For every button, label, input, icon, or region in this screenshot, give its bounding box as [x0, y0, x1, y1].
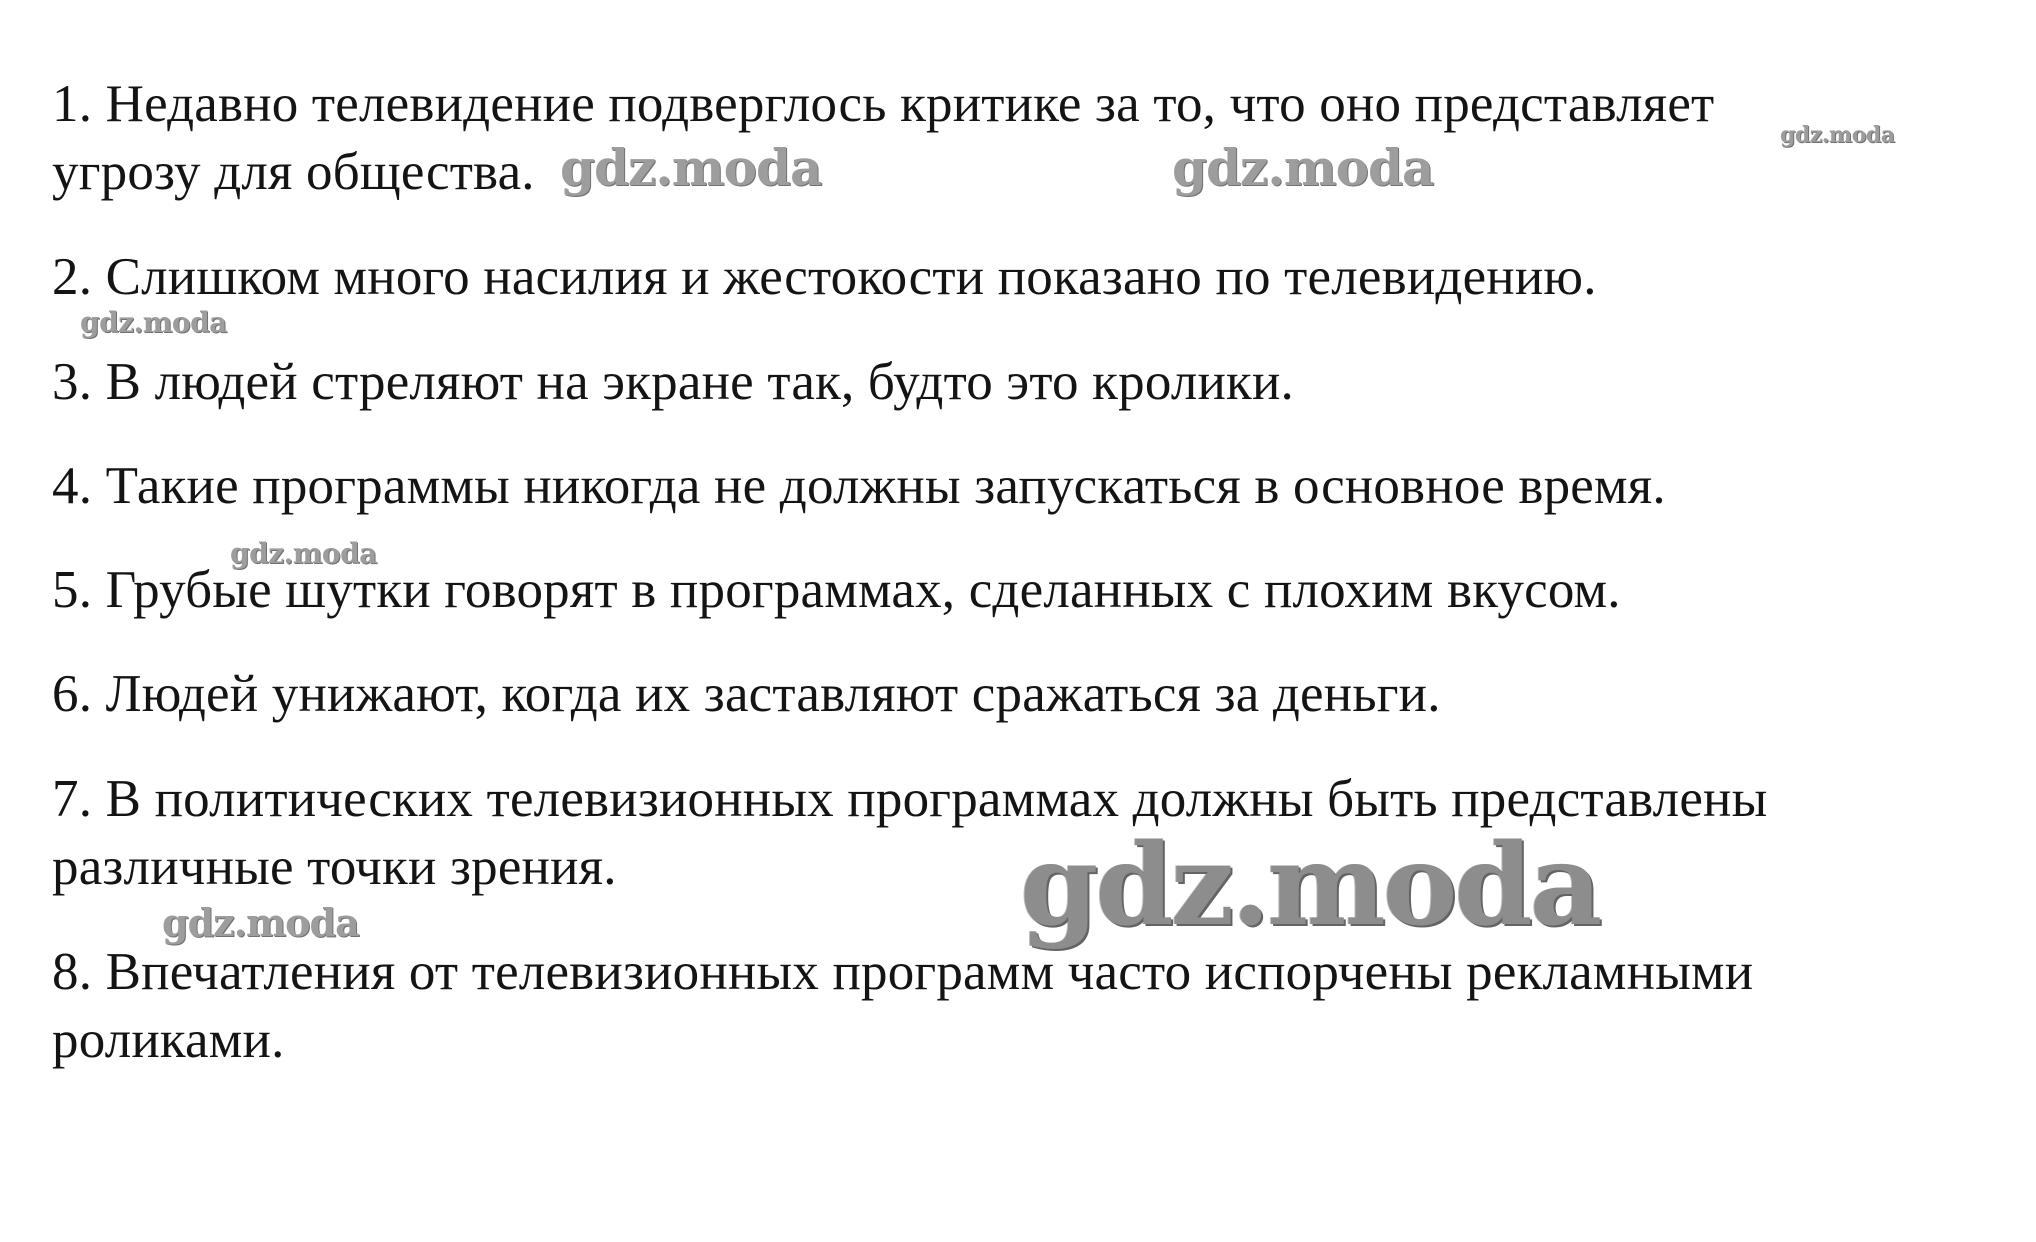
watermark: gdz.moda: [1780, 122, 1895, 148]
sentence-2-line-1: 2. Слишком много насилия и жестокости показано по телевидению.: [52, 248, 1597, 306]
sentence-5-line-1: 5. Грубые шутки говорят в программах, сделанных с плохим вкусом.: [52, 561, 1621, 619]
watermark: gdz.moda: [162, 900, 359, 945]
sentence-1-line-1: 1. Недавно телевидение подверглось критике за то, что оно представляет: [52, 75, 1715, 133]
sentence-2: [52, 243, 1992, 311]
watermark: gdz.moda: [1172, 138, 1434, 197]
watermark-large: gdz.moda: [1020, 820, 1600, 951]
sentence-6: [52, 660, 1992, 728]
sentence-1-line-2: угрозу для общества.: [52, 143, 535, 201]
sentence-1: [52, 70, 1992, 206]
sentence-6-line-1: 6. Людей унижают, когда их заставляют сражаться за деньги.: [52, 665, 1441, 723]
sentence-7-line-2: различные точки зрения.: [52, 838, 617, 896]
watermark: gdz.moda: [80, 306, 227, 339]
sentence-4-line-1: 4. Такие программы никогда не должны запускаться в основное время.: [52, 457, 1666, 515]
sentence-4: [52, 452, 1992, 520]
sentence-8-line-1: 8. Впечатления от телевизионных программ часто испорчены рекламными: [52, 943, 1754, 1001]
sentence-3: [52, 348, 1992, 416]
watermark: gdz.moda: [230, 537, 377, 570]
sentence-3-line-1: 3. В людей стреляют на экране так, будто это кролики.: [52, 353, 1294, 411]
sentence-7-line-1: 7. В политических телевизионных программах должны быть представлены: [52, 770, 1768, 828]
sentence-8: [52, 938, 1992, 1074]
sentence-8-line-2: роликами.: [52, 1011, 285, 1069]
watermark: gdz.moda: [560, 138, 822, 197]
